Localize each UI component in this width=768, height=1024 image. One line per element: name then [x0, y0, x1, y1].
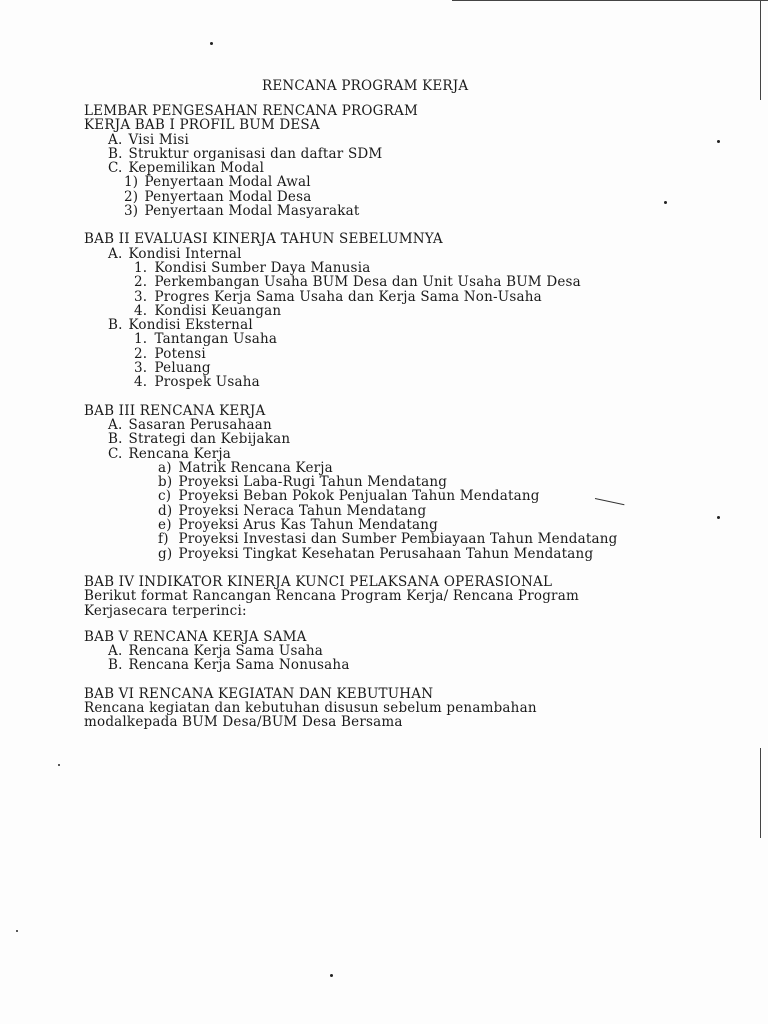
sub-list-item: [84, 461, 724, 475]
list-item-text: Matrik Rencana Kerja: [178, 459, 333, 476]
list-item: [84, 247, 724, 261]
list-item-text: Kondisi Sumber Daya Manusia: [154, 259, 371, 276]
list-item-text: Tantangan Usaha: [154, 331, 278, 348]
sub-list-item: [84, 304, 724, 318]
list-item-number: a): [158, 459, 172, 476]
list-item-text: Penyertaan Modal Awal: [144, 174, 311, 191]
list-item-text: Peluang: [154, 360, 211, 377]
list-item-text: Proyeksi Investasi dan Sumber Pembiayaan Tahun Mendatang: [178, 531, 618, 548]
list-item-text: Rencana Kerja Sama Nonusaha: [128, 657, 350, 674]
sub-list-item: [84, 532, 724, 546]
paragraph-line: Rencana kegiatan dan kebutuhan disusun sebelum penambahan: [84, 699, 537, 716]
list-item-text: Proyeksi Tingkat Kesehatan Perusahaan Tahun Mendatang: [178, 545, 594, 562]
sub-list-item: [84, 547, 724, 561]
list-item-number: B.: [108, 431, 123, 448]
section-heading: BAB II EVALUASI KINERJA TAHUN SEBELUMNYA: [84, 231, 443, 248]
document-title: RENCANA PROGRAM KERJA: [262, 78, 469, 94]
list-item: [84, 658, 724, 672]
list-item-text: Perkembangan Usaha BUM Desa dan Unit Usaha BUM Desa: [154, 274, 581, 291]
sub-list-item: [84, 204, 724, 218]
list-item-text: Potensi: [154, 345, 206, 362]
list-item-number: b): [158, 474, 173, 491]
list-item-number: 2.: [134, 274, 148, 291]
list-item-text: Prospek Usaha: [154, 374, 260, 391]
list-item: [84, 161, 724, 175]
list-item-text: Strategi dan Kebijakan: [128, 431, 291, 448]
sub-list-item: [84, 261, 724, 275]
list-item: [84, 644, 724, 658]
list-item-number: e): [158, 517, 172, 534]
list-item-text: Progres Kerja Sama Usaha dan Kerja Sama Non-Usaha: [154, 288, 542, 305]
list-item-number: 1): [124, 174, 139, 191]
list-item: [84, 318, 724, 332]
scan-speck: [330, 974, 333, 977]
list-item-text: Penyertaan Modal Masyarakat: [144, 203, 360, 220]
list-item-number: 3.: [134, 288, 148, 305]
list-item-number: B.: [108, 145, 123, 162]
sub-list-item: [84, 518, 724, 532]
paragraph-line: Kerjasecara terperinci:: [84, 602, 247, 619]
scan-edge-line-top: [452, 0, 768, 1]
list-item-text: Rencana Kerja Sama Usaha: [128, 643, 324, 660]
list-item-number: 3): [124, 203, 139, 220]
section-heading: BAB III RENCANA KERJA: [84, 402, 266, 419]
list-item-number: g): [158, 545, 173, 562]
list-item-number: C.: [108, 445, 123, 462]
sub-list-item: [84, 290, 724, 304]
list-item-number: c): [158, 488, 172, 505]
header-line: LEMBAR PENGESAHAN RENCANA PROGRAM: [84, 103, 418, 119]
list-item-text: Rencana Kerja: [128, 445, 231, 462]
list-item-text: Kondisi Internal: [128, 245, 242, 262]
list-item-number: B.: [108, 317, 123, 334]
section-heading: BAB V RENCANA KERJA SAMA: [84, 628, 307, 645]
list-item-text: Visi Misi: [128, 131, 190, 148]
list-item-number: A.: [108, 643, 123, 660]
sub-list-item: [84, 504, 724, 518]
sub-list-item: [84, 375, 724, 389]
paragraph-line: Berikut format Rancangan Rencana Program Kerja/ Rencana Program: [84, 588, 579, 605]
list-item-number: 1.: [134, 331, 148, 348]
paragraph-line: modalkepada BUM Desa/BUM Desa Bersama: [84, 714, 403, 731]
list-item-number: B.: [108, 657, 123, 674]
list-item-number: 1.: [134, 259, 148, 276]
header-line: KERJA BAB I PROFIL BUM DESA: [84, 117, 320, 134]
list-item: [84, 447, 724, 461]
scan-speck: [58, 764, 60, 766]
scan-edge-line-right-1: [760, 0, 761, 100]
document-body: [84, 104, 724, 730]
list-item-number: A.: [108, 131, 123, 148]
list-item-number: 2): [124, 188, 139, 205]
list-item-number: f): [158, 531, 169, 548]
list-item-number: 3.: [134, 360, 148, 377]
sub-list-item: [84, 190, 724, 204]
list-item-text: Kepemilikan Modal: [128, 160, 265, 177]
list-item: [84, 418, 724, 432]
list-item: [84, 432, 724, 446]
section-heading: BAB VI RENCANA KEGIATAN DAN KEBUTUHAN: [84, 685, 434, 702]
list-item-text: Kondisi Keuangan: [154, 302, 282, 319]
sub-list-item: [84, 332, 724, 346]
list-item-number: 4.: [134, 302, 148, 319]
list-item-number: 2.: [134, 345, 148, 362]
sub-list-item: [84, 361, 724, 375]
list-item-text: Kondisi Eksternal: [128, 317, 253, 334]
sub-list-item: [84, 175, 724, 189]
scan-speck: [16, 930, 18, 932]
list-item-number: C.: [108, 160, 123, 177]
list-item-text: Proyeksi Neraca Tahun Mendatang: [178, 502, 427, 519]
sub-list-item: [84, 475, 724, 489]
list-item-text: Penyertaan Modal Desa: [144, 188, 312, 205]
list-item-text: Sasaran Perusahaan: [128, 416, 272, 433]
list-item-text: Struktur organisasi dan daftar SDM: [128, 145, 383, 162]
scan-edge-line-right-2: [760, 748, 761, 838]
list-item-text: Proyeksi Laba-Rugi Tahun Mendatang: [178, 474, 448, 491]
sub-list-item: [84, 347, 724, 361]
section-heading: BAB IV INDIKATOR KINERJA KUNCI PELAKSANA OPERASIONAL: [84, 573, 553, 590]
list-item-number: A.: [108, 245, 123, 262]
sub-list-item: [84, 275, 724, 289]
list-item: [84, 133, 724, 147]
list-item: [84, 147, 724, 161]
list-item-number: A.: [108, 416, 123, 433]
list-item-number: d): [158, 502, 173, 519]
list-item-text: Proyeksi Beban Pokok Penjualan Tahun Mendatang: [178, 488, 540, 505]
sub-list-item: [84, 489, 724, 503]
scan-speck: [210, 42, 213, 45]
list-item-number: 4.: [134, 374, 148, 391]
list-item-text: Proyeksi Arus Kas Tahun Mendatang: [178, 517, 438, 534]
